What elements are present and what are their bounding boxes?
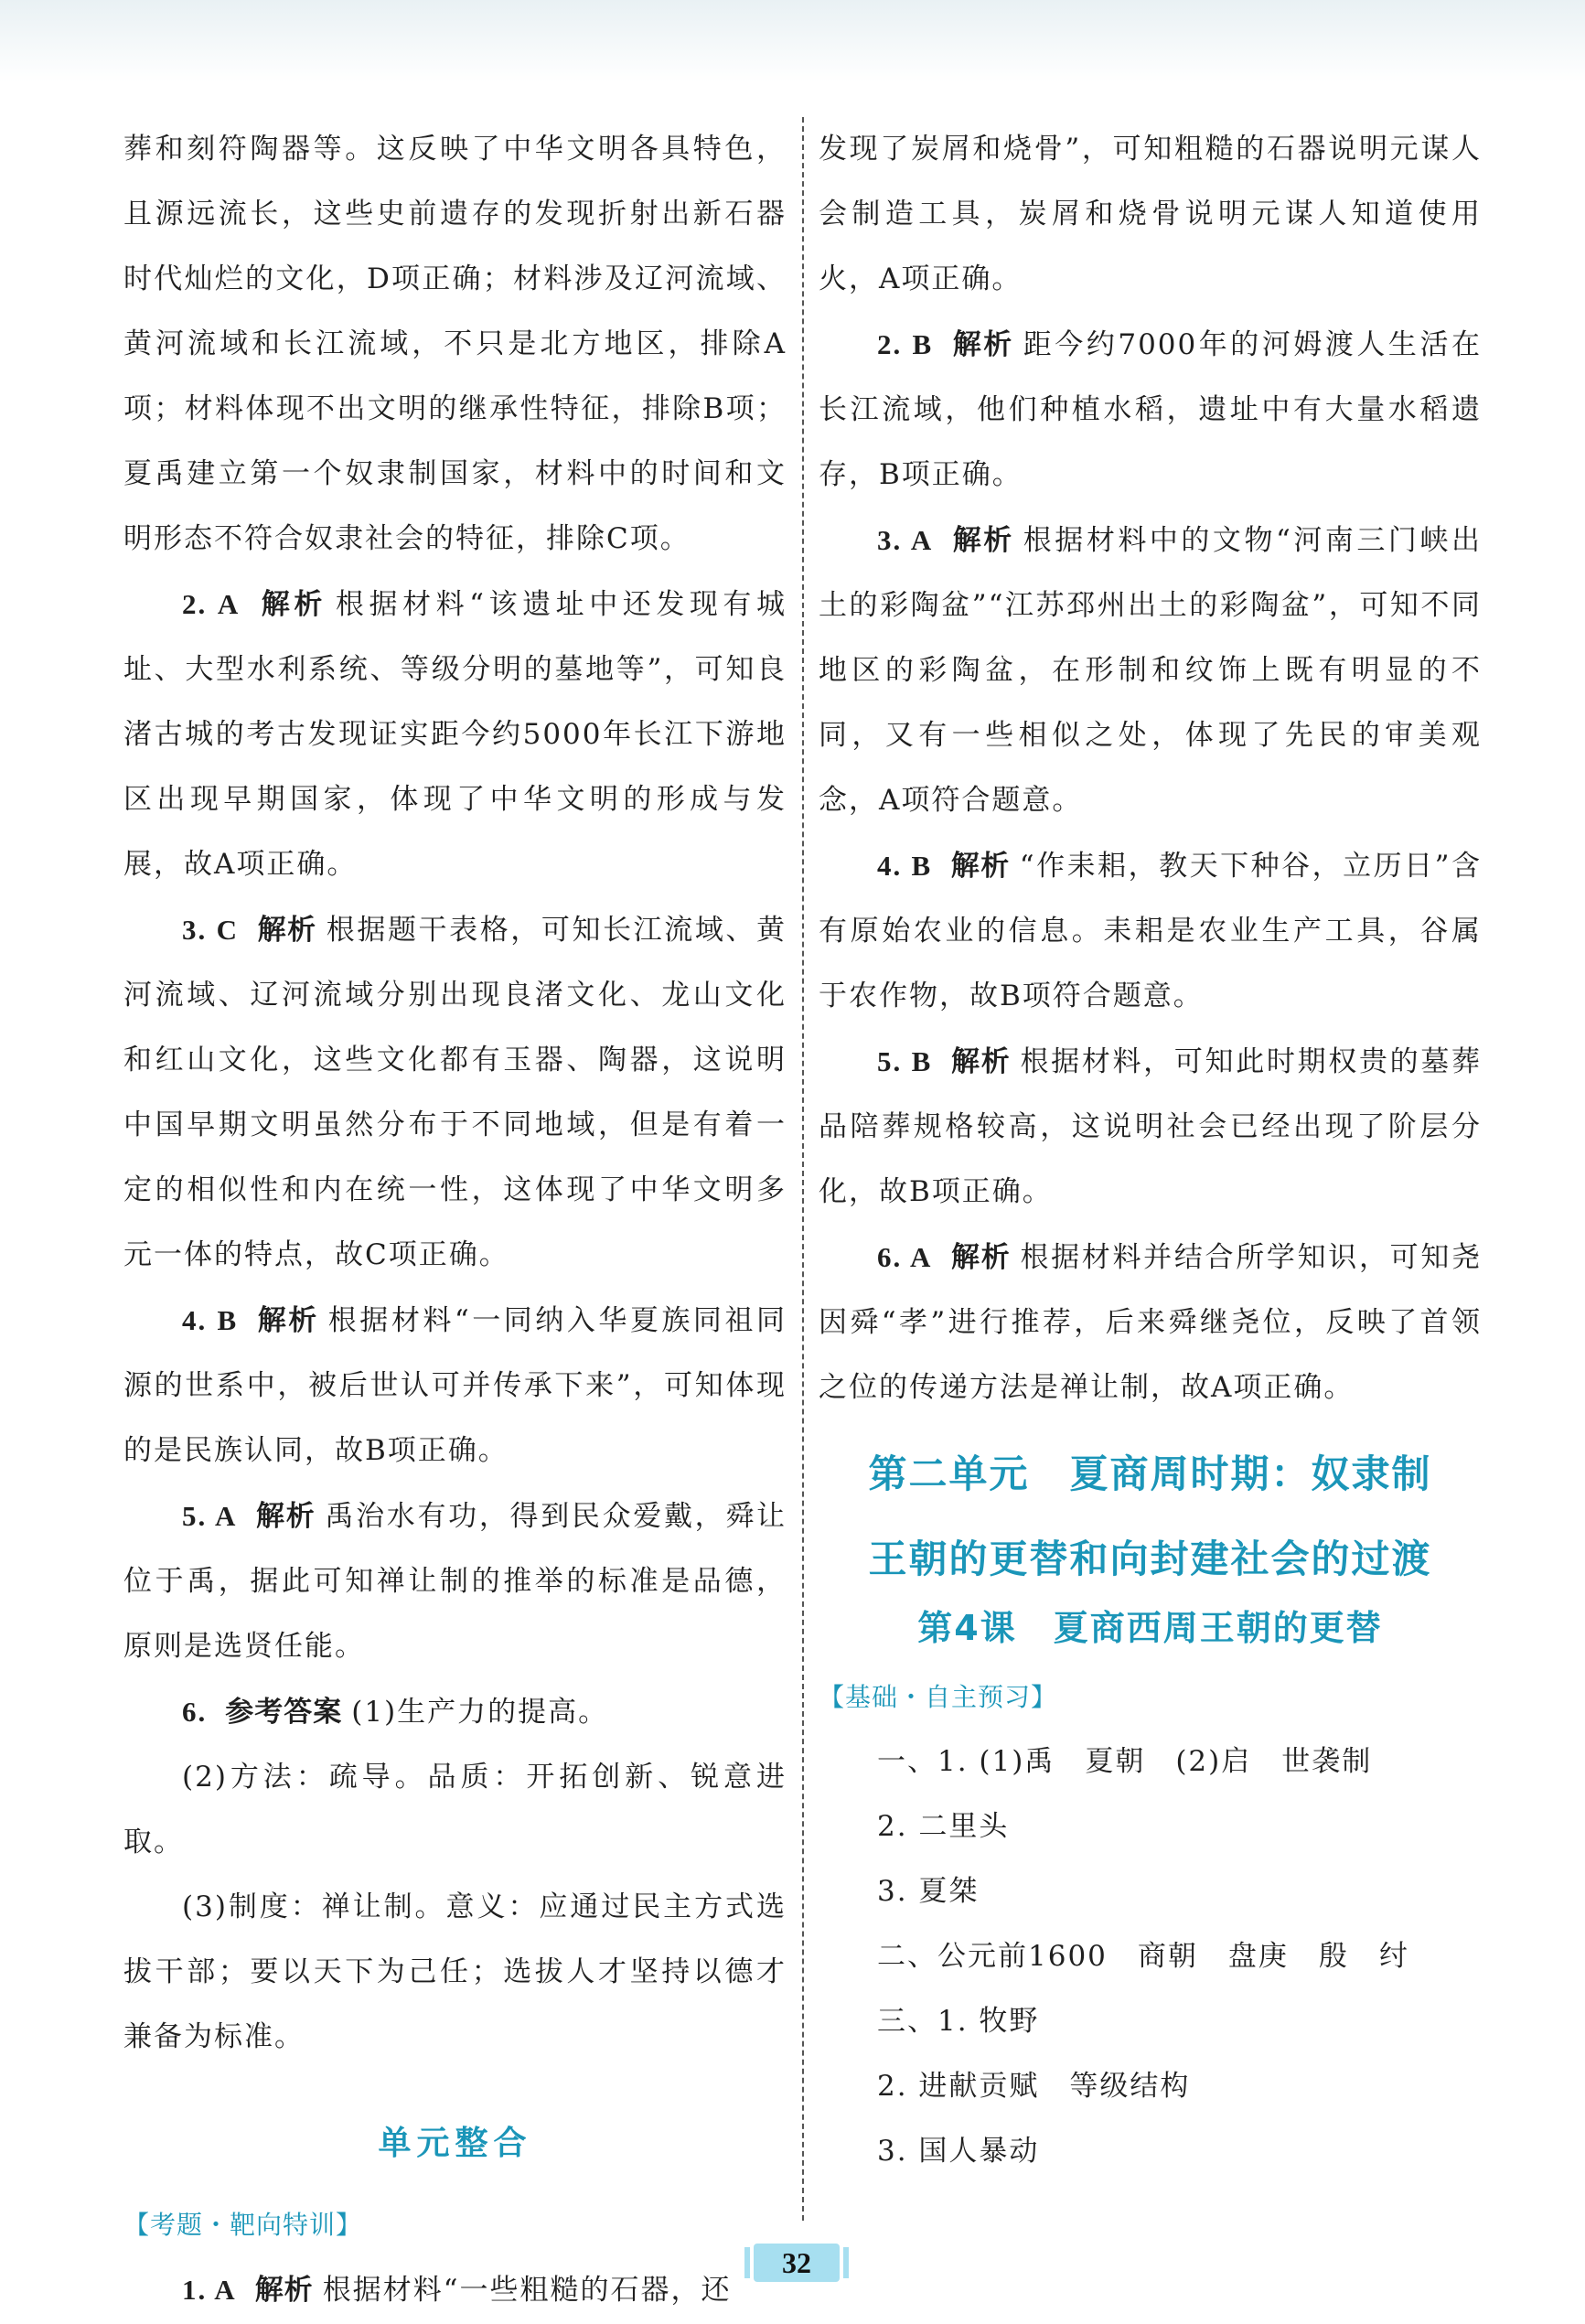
- answer-line: 三、1. 牧野: [877, 2005, 1040, 2038]
- answer-item: 3. A 解析 根据材料中的文物“河南三门峡出土的彩陶盆”“江苏邳州出土的彩陶盆”，可知不同地区的彩陶盆，在形制和纹饰上既有明显的不同，又有一些相似之处，体现了先民的审美观念，A项符合题意。: [819, 524, 1482, 817]
- answer-item: 4. B 解析 “作耒耜，教天下种谷，立历日”含有原始农业的信息。耒耜是农业生产工具，谷属于农作物，故B项符合题意。: [819, 850, 1482, 1012]
- answer-item: 2. B 解析 距今约7000年的河姆渡人生活在长江流域，他们种植水稻，遗址中有大量水稻遗存，B项正确。: [819, 328, 1482, 491]
- answer-line: 3. 国人暴动: [877, 2135, 1040, 2168]
- top-shading: [0, 0, 1585, 82]
- section-tag: 【基础・自主预习】: [819, 1682, 1058, 1712]
- answer-line: (3)制度：禅让制。意义：应通过民主方式选拔干部；要以天下为己任；选拔人才坚持以德才兼备为标准。: [123, 1890, 787, 2053]
- paragraph: 发现了炭屑和烧骨”，可知粗糙的石器说明元谋人会制造工具，炭屑和烧骨说明元谋人知道使用火，A项正确。: [819, 133, 1482, 295]
- answer-line: 2. 二里头: [877, 1810, 1010, 1843]
- answer-item: 6. A 解析 根据材料并结合所学知识，可知尧因舜“孝”进行推荐，后来舜继尧位，反映了首领之位的传递方法是禅让制，故A项正确。: [819, 1241, 1483, 1404]
- answer-item: 6. 参考答案 (1)生产力的提高。: [182, 1696, 609, 1729]
- answer-line: 2. 进献贡赋 等级结构: [877, 2070, 1191, 2103]
- answer-item: 1. A 解析 根据材料“一些粗糙的石器，还: [182, 2274, 732, 2307]
- answer-item: 5. A 解析 禹治水有功，得到民众爱戴，舜让位于禹，据此可知禅让制的推举的标准是品德，原则是选贤任能。: [123, 1500, 787, 1663]
- right-column: [819, 117, 1482, 2184]
- answer-line: 一、1. (1)禹 夏朝 (2)启 世袭制: [877, 1745, 1373, 1778]
- lesson-title: 第4课 夏商西周王朝的更替: [917, 1608, 1383, 1648]
- left-column: [123, 117, 787, 2323]
- column-divider: [802, 117, 804, 2221]
- section-title: 单元整合: [378, 2124, 532, 2162]
- page-number: 32: [754, 2244, 840, 2282]
- answer-line: 二、公元前1600 商朝 盘庚 殷 纣: [877, 1940, 1409, 1973]
- answer-item: 4. B 解析 根据材料“一同纳入华夏族同祖同源的世系中，被后世认可并传承下来”，可知体现的是民族认同，故B项正确。: [123, 1304, 787, 1467]
- section-tag: 【考题・靶向特训】: [123, 2210, 363, 2240]
- answer-item: 5. B 解析 根据材料，可知此时期权贵的墓葬品陪葬规格较高，这说明社会已经出现了阶层分化，故B项正确。: [819, 1045, 1483, 1208]
- answer-line: 3. 夏桀: [877, 1875, 980, 1908]
- unit-title: 第二单元 夏商周时期：奴隶制: [868, 1451, 1432, 1496]
- answer-item: 3. C 解析 根据题干表格，可知长江流域、黄河流域、辽河流域分别出现良渚文化、龙山文化和红山文化，这些文化都有玉器、陶器，这说明中国早期文明虽然分布于不同地域，但是有着一定的相似性和内在统一性，这体现了中华文明多元一体的特点，故C项正确。: [123, 914, 787, 1271]
- paragraph: 葬和刻符陶器等。这反映了中华文明各具特色，且源远流长，这些史前遗存的发现折射出新石器时代灿烂的文化，D项正确；材料涉及辽河流域、黄河流域和长江流域，不只是北方地区，排除A项；材料体现不出文明的继承性特征，排除B项；夏禹建立第一个奴隶制国家，材料中的时间和文明形态不符合奴隶社会的特征，排除C项。: [123, 133, 787, 555]
- answer-item: 2. A 解析 根据材料“该遗址中还发现有城址、大型水利系统、等级分明的墓地等”，可知良渚古城的考古发现证实距今约5000年长江下游地区出现早期国家，体现了中华文明的形成与发展，故A项正确。: [123, 588, 787, 881]
- answer-line: (2)方法：疏导。品质：开拓创新、锐意进取。: [123, 1761, 787, 1858]
- unit-title: 王朝的更替和向封建社会的过渡: [868, 1537, 1432, 1581]
